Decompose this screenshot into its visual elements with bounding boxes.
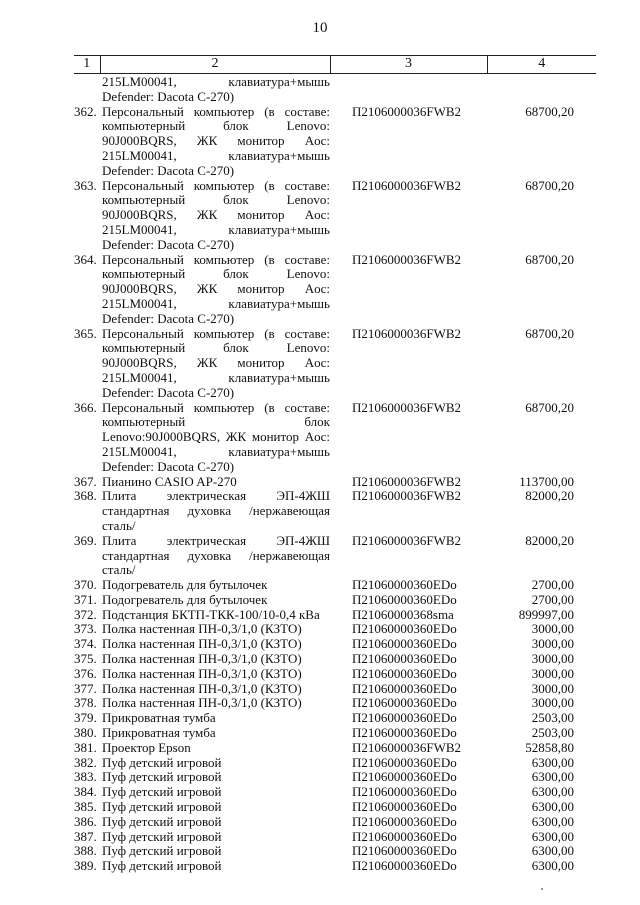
item-name: Плита электрическая ЭП-4ЖШ стандартная духовка /нержавеющая сталь/ xyxy=(102,488,330,533)
table-row xyxy=(74,770,596,785)
table-header xyxy=(74,56,596,74)
item-price: 6300,00 xyxy=(531,813,574,829)
item-price: 3000,00 xyxy=(531,621,574,637)
item-price: 6300,00 xyxy=(531,799,574,815)
item-price: 52858,80 xyxy=(525,739,574,755)
item-code: П21060000360EDo xyxy=(352,843,457,859)
table-row xyxy=(74,179,596,253)
item-price: 82000,20 xyxy=(525,532,574,548)
item-code: П2106000036FWB2 xyxy=(352,103,462,119)
header-col-3: 3 xyxy=(330,56,487,74)
item-name: Персональный компьютер (в составе: компьютерный блок Lenovo: 90J000BQRS, ЖК монитор Aoc: 215LM00041, клавиатура+мышь Defender: Dacota C-270) xyxy=(102,325,330,400)
item-code: П21060000360EDo xyxy=(352,858,457,874)
item-price: 68700,20 xyxy=(525,399,574,415)
item-number: 380. xyxy=(74,725,97,741)
item-code: П2106000036FWB2 xyxy=(352,325,462,341)
table-row xyxy=(74,622,596,637)
item-name: Полка настенная ПН-0,3/1,0 (КЗТО) xyxy=(102,621,302,637)
item-number: 366. xyxy=(74,399,97,415)
table-row xyxy=(74,475,596,490)
item-number: 368. xyxy=(74,488,97,504)
item-code: П2106000036FWB2 xyxy=(352,399,462,415)
item-price xyxy=(487,74,596,105)
table-row xyxy=(74,696,596,711)
item-price: 68700,20 xyxy=(525,103,574,119)
item-name: Полка настенная ПН-0,3/1,0 (КЗТО) xyxy=(102,680,302,696)
table-row xyxy=(74,667,596,682)
item-name: Персональный компьютер (в составе: компьютерный блок Lenovo: 90J000BQRS, ЖК монитор Aoc: 215LM00041, клавиатура+мышь Defender: Dacota C-270) xyxy=(102,103,330,178)
table-row xyxy=(74,800,596,815)
item-name: Пианино CASIO AP-270 xyxy=(102,473,237,489)
item-code: П21060000360EDo xyxy=(352,813,457,829)
item-name: Персональный компьютер (в составе: компьютерный блок Lenovo: 90J000BQRS, ЖК монитор Aoc: 215LM00041, клавиатура+мышь Defender: Dacota C-270) xyxy=(102,251,330,326)
item-code: П21060000360EDo xyxy=(352,651,457,667)
table-row xyxy=(74,741,596,756)
item-code: П21060000360EDo xyxy=(352,799,457,815)
item-price: 3000,00 xyxy=(531,665,574,681)
item-name: Полка настенная ПН-0,3/1,0 (КЗТО) xyxy=(102,636,302,652)
inventory-table xyxy=(74,55,596,874)
item-name: Пуф детский игровой xyxy=(102,754,222,770)
item-name: Полка настенная ПН-0,3/1,0 (КЗТО) xyxy=(102,665,302,681)
header-col-2: 2 xyxy=(100,56,330,74)
item-number: 364. xyxy=(74,251,97,267)
item-number: 379. xyxy=(74,710,97,726)
item-code: П21060000360EDo xyxy=(352,754,457,770)
table-row xyxy=(74,815,596,830)
item-number: 376. xyxy=(74,665,97,681)
item-code: П2106000036FWB2 xyxy=(352,177,462,193)
item-number: 365. xyxy=(74,325,97,341)
page-number: 10 xyxy=(312,20,328,36)
item-number: 371. xyxy=(74,591,97,607)
item-price: 3000,00 xyxy=(531,636,574,652)
table-row xyxy=(74,830,596,845)
item-name: 215LM00041, клавиатура+мышь Defender: Dacota C-270) xyxy=(102,74,330,104)
item-number: 383. xyxy=(74,769,97,785)
item-code: П21060000368sma xyxy=(352,606,454,622)
table-row xyxy=(74,859,596,874)
table-row xyxy=(74,489,596,533)
header-row xyxy=(74,56,596,74)
item-code: П2106000036FWB2 xyxy=(352,473,462,489)
table-row xyxy=(74,578,596,593)
item-code: П21060000360EDo xyxy=(352,710,457,726)
item-name: Проектор Epson xyxy=(102,739,191,755)
item-code: П21060000360EDo xyxy=(352,769,457,785)
item-price: 2503,00 xyxy=(531,710,574,726)
item-name: Прикроватная тумба xyxy=(102,710,216,726)
item-code: П2106000036FWB2 xyxy=(352,488,462,504)
item-number: 387. xyxy=(74,828,97,844)
item-number: 386. xyxy=(74,813,97,829)
item-price: 2700,00 xyxy=(531,577,574,593)
item-price: 6300,00 xyxy=(531,784,574,800)
item-name: Пуф детский игровой xyxy=(102,828,222,844)
item-code: П21060000360EDo xyxy=(352,828,457,844)
item-code: П21060000360EDo xyxy=(352,636,457,652)
item-number: 389. xyxy=(74,858,97,874)
item-name: Персональный компьютер (в составе: компьютерный блок Lenovo: 90J000BQRS, ЖК монитор Aoc: 215LM00041, клавиатура+мышь Defender: Dacota C-270) xyxy=(102,177,330,252)
item-code: П21060000360EDo xyxy=(352,695,457,711)
item-price: 2700,00 xyxy=(531,591,574,607)
table-row xyxy=(74,327,596,401)
table-row xyxy=(74,844,596,859)
table-row xyxy=(74,726,596,741)
item-name: Пуф детский игровой xyxy=(102,769,222,785)
item-number: 367. xyxy=(74,473,97,489)
item-name: Прикроватная тумба xyxy=(102,725,216,741)
table-row xyxy=(74,401,596,475)
table-row xyxy=(74,711,596,726)
item-name: Пуф детский игровой xyxy=(102,799,222,815)
item-name: Полка настенная ПН-0,3/1,0 (КЗТО) xyxy=(102,651,302,667)
table-row xyxy=(74,105,596,179)
item-name: Подогреватель для бутылочек xyxy=(102,577,268,593)
item-number: 373. xyxy=(74,621,97,637)
item-code: П2106000036FWB2 xyxy=(352,532,462,548)
item-number: 372. xyxy=(74,606,97,622)
item-number: 370. xyxy=(74,577,97,593)
item-price: 68700,20 xyxy=(525,177,574,193)
item-code: П21060000360EDo xyxy=(352,621,457,637)
item-price: 6300,00 xyxy=(531,828,574,844)
item-name: Плита электрическая ЭП-4ЖШ стандартная духовка /нержавеющая сталь/ xyxy=(102,532,330,578)
scan-dot xyxy=(541,888,543,890)
item-number: 388. xyxy=(74,843,97,859)
item-number: 362. xyxy=(74,103,97,119)
item-price: 82000,20 xyxy=(525,488,574,504)
item-number: 363. xyxy=(74,177,97,193)
header-col-4: 4 xyxy=(487,56,596,74)
table-row xyxy=(74,637,596,652)
item-number: 384. xyxy=(74,784,97,800)
item-code: П21060000360EDo xyxy=(352,784,457,800)
item-price: 6300,00 xyxy=(531,843,574,859)
item-price: 6300,00 xyxy=(531,754,574,770)
table-row xyxy=(74,652,596,667)
item-price: 3000,00 xyxy=(531,695,574,711)
table-row xyxy=(74,756,596,771)
item-name: Подстанция БКТП-ТКК-100/10-0,4 кВа xyxy=(102,606,320,622)
table-row xyxy=(74,74,596,105)
item-name: Пуф детский игровой xyxy=(102,843,222,859)
table-row xyxy=(74,608,596,623)
item-name: Персональный компьютер (в составе: компьютерный блок Lenovo:90J000BQRS, ЖК монитор Aoc: 215LM00041, клавиатура+мышь Defender: Dacota C-270) xyxy=(102,399,330,474)
header-col-1: 1 xyxy=(74,56,100,74)
table-row xyxy=(74,253,596,327)
item-price: 2503,00 xyxy=(531,725,574,741)
item-code: П21060000360EDo xyxy=(352,725,457,741)
item-name: Пуф детский игровой xyxy=(102,858,222,874)
item-number: 369. xyxy=(74,532,97,548)
table-row xyxy=(74,534,596,578)
item-code: П21060000360EDo xyxy=(352,680,457,696)
item-code xyxy=(330,74,487,105)
item-price: 3000,00 xyxy=(531,680,574,696)
item-price: 899997,00 xyxy=(518,606,574,622)
item-price: 3000,00 xyxy=(531,651,574,667)
item-number: 382. xyxy=(74,754,97,770)
item-code: П2106000036FWB2 xyxy=(352,739,462,755)
item-code: П21060000360EDo xyxy=(352,591,457,607)
table-row xyxy=(74,593,596,608)
item-name: Подогреватель для бутылочек xyxy=(102,591,268,607)
item-number: 378. xyxy=(74,695,97,711)
item-code: П21060000360EDo xyxy=(352,577,457,593)
item-code: П2106000036FWB2 xyxy=(352,251,462,267)
table-body xyxy=(74,74,596,875)
table-row xyxy=(74,682,596,697)
item-number: 374. xyxy=(74,636,97,652)
item-name: Пуф детский игровой xyxy=(102,813,222,829)
item-number: 381. xyxy=(74,739,97,755)
item-number xyxy=(74,74,100,105)
item-price: 68700,20 xyxy=(525,251,574,267)
item-name: Пуф детский игровой xyxy=(102,784,222,800)
item-price: 68700,20 xyxy=(525,325,574,341)
item-number: 385. xyxy=(74,799,97,815)
item-name: Полка настенная ПН-0,3/1,0 (КЗТО) xyxy=(102,695,302,711)
item-price: 6300,00 xyxy=(531,858,574,874)
table-row xyxy=(74,785,596,800)
item-code: П21060000360EDo xyxy=(352,665,457,681)
item-number: 377. xyxy=(74,680,97,696)
item-price: 6300,00 xyxy=(531,769,574,785)
item-price: 113700,00 xyxy=(519,473,574,489)
item-number: 375. xyxy=(74,651,97,667)
